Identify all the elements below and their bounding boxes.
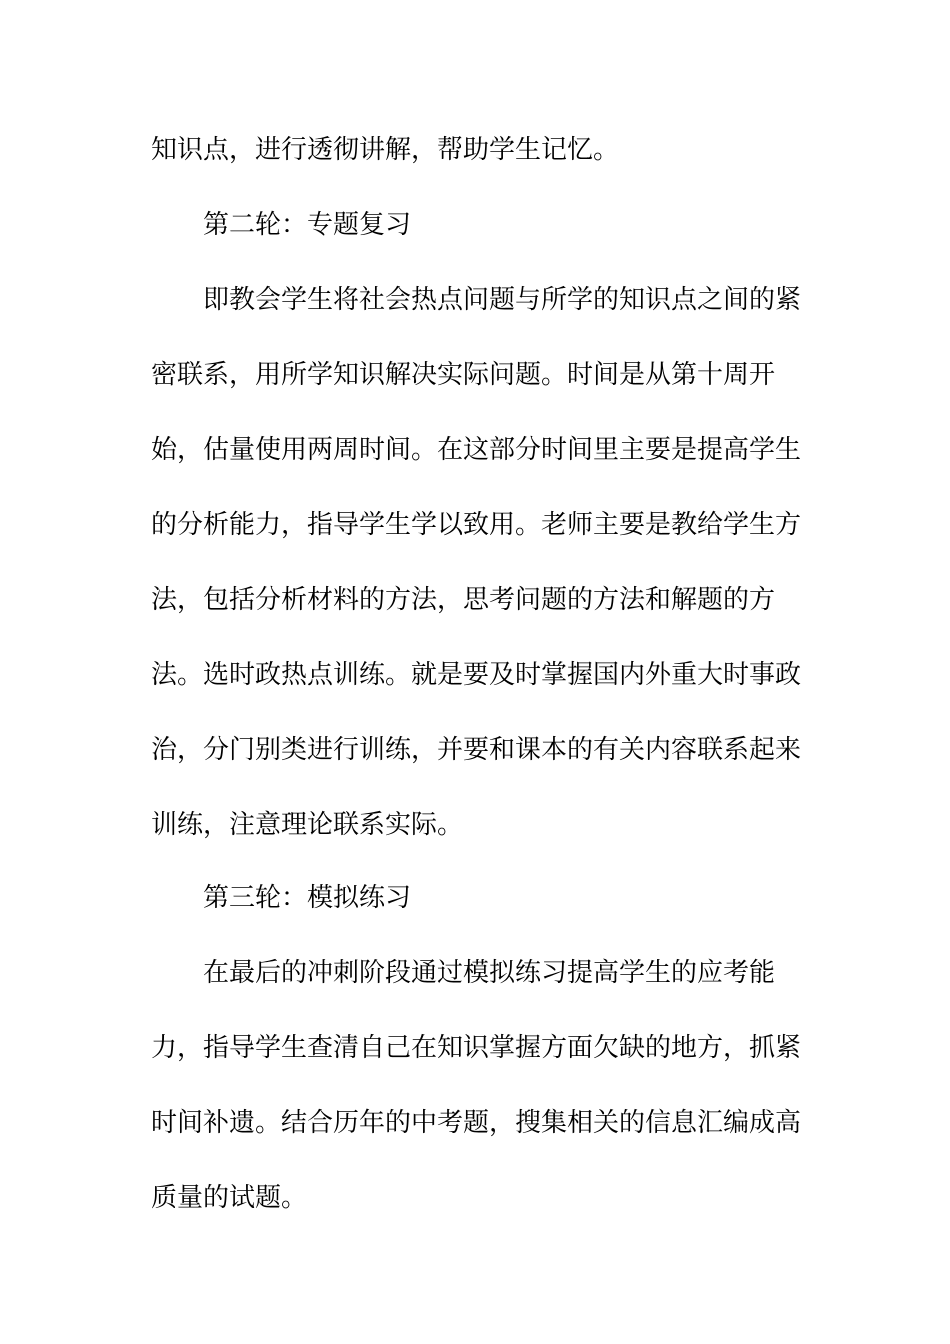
paragraph-line: 法。选时政热点训练。就是要及时掌握国内外重大时事政 xyxy=(151,660,802,690)
section-heading-round-two: 第二轮：专题复习 xyxy=(203,210,412,240)
paragraph-line: 训练，注意理论联系实际。 xyxy=(151,810,464,840)
paragraph-line: 知识点，进行透彻讲解，帮助学生记忆。 xyxy=(151,135,620,165)
paragraph-line: 在最后的冲刺阶段通过模拟练习提高学生的应考能 xyxy=(203,958,776,988)
paragraph-line: 法，包括分析材料的方法，思考问题的方法和解题的方 xyxy=(151,585,776,615)
section-heading-round-three: 第三轮：模拟练习 xyxy=(203,883,412,913)
paragraph-line: 始，估量使用两周时间。在这部分时间里主要是提高学生 xyxy=(151,435,802,465)
paragraph-line: 密联系，用所学知识解决实际问题。时间是从第十周开 xyxy=(151,360,776,390)
paragraph-line: 质量的试题。 xyxy=(151,1183,308,1213)
paragraph-line: 治，分门别类进行训练，并要和课本的有关内容联系起来 xyxy=(151,735,802,765)
paragraph-line: 的分析能力，指导学生学以致用。老师主要是教给学生方 xyxy=(151,510,802,540)
paragraph-line: 力，指导学生查清自己在知识掌握方面欠缺的地方，抓紧 xyxy=(151,1033,802,1063)
paragraph-line: 即教会学生将社会热点问题与所学的知识点之间的紧 xyxy=(203,285,802,315)
paragraph-line: 时间补遗。结合历年的中考题，搜集相关的信息汇编成高 xyxy=(151,1108,802,1138)
